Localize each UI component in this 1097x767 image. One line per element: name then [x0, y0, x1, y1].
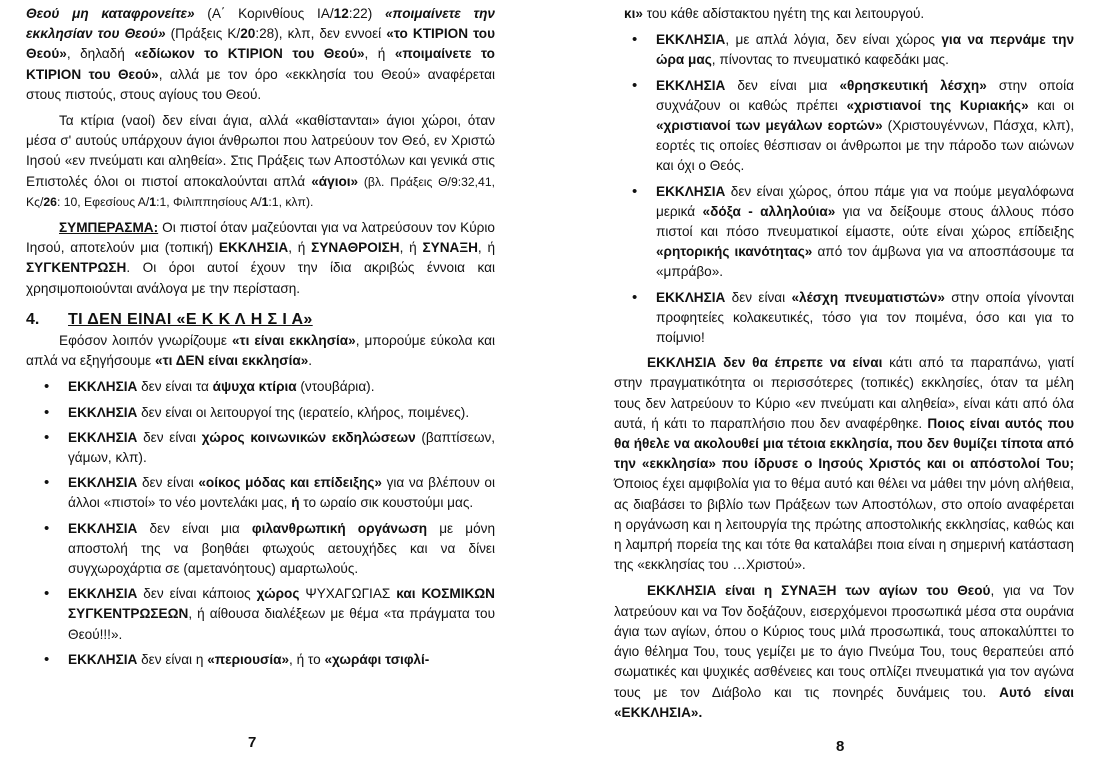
list-item: • ΕΚΚΛΗΣΙΑ δεν είναι χώρος, όπου πάμε για να πούμε μεγαλόφωνα μερικά «δόξα - αλληλούια» για να δείξουμε στους άλλους πόσο πιστοί και πόσο πνευματικοί είμαστε, ούτε είναι χώρος επίδειξης «ρητορικής ικανότητας» από τον άμβωνα για να αποσπάσουμε τα «μπράβο».: [614, 182, 1074, 283]
paragraph: Τα κτίρια (ναοί) δεν είναι άγια, αλλά «καθίστανται» άγιοι χώροι, όταν μέσα σ' αυτούς υπάρχουν άγιοι άνθρωποι που λατρεύουν τον Θεό, εν Χριστώ Ιησού «εν πνεύματι και αληθεία». Στις Πράξεις των Αποστόλων και γενικά στις Επιστολές όλοι οι πιστοί αποκαλούνται απλά «άγιοι» (βλ. Πράξεις Θ/9:32,41, Κς/26: 10, Εφεσίους Α/1:1, Φιλιππησίους Α/1:1, κλπ).: [26, 113, 495, 209]
list-item: • ΕΚΚΛΗΣΙΑ δεν είναι χώρος κοινωνικών εκδηλώσεων (βαπτίσεων, γάμων, κλπ).: [26, 428, 495, 468]
paragraph: Εφόσον λοιπόν γνωρίζουμε «τι είναι εκκλησία», μπορούμε εύκολα και απλά να εξηγήσουμε «τι ΔΕΝ είναι εκκλησία».: [26, 333, 495, 369]
bullet-list: [26, 377, 495, 670]
bullet-list: [614, 30, 1074, 348]
list-item: • ΕΚΚΛΗΣΙΑ, με απλά λόγια, δεν είναι χώρος για να περνάμε την ώρα μας, πίνοντας το πνευματικό καφεδάκι μας.: [614, 30, 1074, 70]
paragraph: ΕΚΚΛΗΣΙΑ δεν θα έπρεπε να είναι κάτι από τα παραπάνω, γιατί στην πραγματικότητα οι περισσότερες (τοπικές) εκκλησίες, όταν τα μέλη τους δεν λατρεύουν το Κύριο «εν πνεύματι και αληθεία», είναι κάτι από όλα αυτά, ή κάτι το παραπλήσιο που δεν αναφέρθηκε. Ποιος είναι αυτός που θα ήθελε να ακολουθεί μια τέτοια εκκλησία, που δεν θυμίζει τίποτα από την «εκκλησία» που ίδρυσε ο Ιησούς Χριστός και οι απόστολοί Του; Όποιος έχει αμφιβολία για το θέμα αυτό και θέλει να μάθει την μόνη αλήθεια, ας διαβάσει το βιβλίο των Πράξεων των Αποστόλων, στο οποίο αναφέρεται η οργάνωση και η λειτουργία της πρώτης αποστολικής εκκλησίας, καθώς και η λαμπρή πορεία της και τότε θα καταλάβει ποια είναι η σημερινή κατάσταση της «εκκλησίας του …Χριστού».: [614, 355, 1074, 573]
list-item: • ΕΚΚΛΗΣΙΑ δεν είναι οι λειτουργοί της (ιερατείο, κλήρος, ποιμένες).: [26, 403, 495, 423]
conclusion-paragraph: ΣΥΜΠΕΡΑΣΜΑ: Οι πιστοί όταν μαζεύονται για να λατρεύσουν τον Κύριο Ιησού, αποτελούν μια (τοπική) ΕΚΚΛΗΣΙΑ, ή ΣΥΝΑΘΡΟΙΣΗ, ή ΣΥΝΑΞΗ, ή ΣΥΓΚΕΝΤΡΩΣΗ. Οι όροι αυτοί έχουν την ίδια ακριβώς έννοια και χρησιμοποιούνται ανάλογα με την περίσταση.: [26, 220, 496, 296]
list-item: • ΕΚΚΛΗΣΙΑ δεν είναι μια «θρησκευτική λέσχη» στην οποία συχνάζουν οι καθώς πρέπει «χριστιανοί της Κυριακής» και οι «χριστιανοί των μεγάλων εορτών» (Χριστουγέννων, Πάσχα, κλπ), εορτές τις οποίες θέσπισαν οι άνθρωποι με την πάροδο των αιώνων και όχι ο Θεός.: [614, 76, 1074, 177]
list-item: • ΕΚΚΛΗΣΙΑ δεν είναι «οίκος μόδας και επίδειξης» για να βλέπουν οι άλλοι «πιστοί» το νέο μοντελάκι μας, ή το ωραίο σικ κουστούμι μας.: [26, 473, 495, 513]
page-number: 7: [248, 734, 257, 751]
list-item: • ΕΚΚΛΗΣΙΑ δεν είναι η «περιουσία», ή το «χωράφι τσιφλί-: [26, 650, 495, 670]
left-page: [26, 4, 495, 675]
paragraph: ΕΚΚΛΗΣΙΑ είναι η ΣΥΝΑΞΗ των αγίων του Θεού, για να Τον λατρεύουν και να Τον δοξάζουν, εισερχόμενοι προσωπικά μέσα στα ουράνια άγια των αγίων, όπου ο Κύριος τους μιλά προσωπικά, τους αποκαλύπτει το άγιο θέλημα Του, τους γεμίζει με το άγιο Πνεύμα Του, τους θεραπεύει από σωματικές και ψυχικές ασθένειες και τους οπλίζει πνευματικά για τον αγώνα τους με τον Διάβολο και τις πονηρές δυνάμεις του. Αυτό είναι «ΕΚΚΛΗΣΙΑ».: [614, 583, 1074, 720]
list-item: • ΕΚΚΛΗΣΙΑ δεν είναι κάποιος χώρος ΨΥΧΑΓΩΓΙΑΣ και ΚΟΣΜΙΚΩΝ ΣΥΓΚΕΝΤΡΩΣΕΩΝ, ή αίθουσα διαλέξεων με θέμα «τα πράγματα του Θεού!!!».: [26, 584, 495, 645]
right-page: [614, 4, 1074, 729]
continuation-text: κι» του κάθε αδίστακτου ηγέτη της και λειτουργού.: [624, 6, 925, 21]
paragraph: Θεού μη καταφρονείτε» (Α΄ Κορινθίους ΙΑ/12:22) «ποιμαίνετε την εκκλησίαν του Θεού» (Πράξεις Κ/20:28), κλπ, δεν εννοεί «το ΚΤΙΡΙΟΝ του Θεού», δηλαδή «εδίωκον το ΚΤΙΡΙΟΝ του Θεού», ή «ποιμαίνετε το ΚΤΙΡΙΟΝ του Θεού», αλλά με τον όρο «εκκλησία του Θεού» αναφέρεται στους πιστούς, στους αγίους του Θεού.: [26, 6, 495, 102]
list-item: • ΕΚΚΛΗΣΙΑ δεν είναι τα άψυχα κτίρια (ντουβάρια).: [26, 377, 495, 397]
page-number: 8: [836, 738, 845, 755]
list-item: • ΕΚΚΛΗΣΙΑ δεν είναι μια φιλανθρωπική οργάνωση με μόνη αποστολή της να βοηθάει φτωχούς αετουχήδες και να δίνει συγχωροχάρτια σε (αμετανόητους) αμαρτωλούς.: [26, 519, 495, 580]
section-heading: 4. ΤΙ ΔΕΝ ΕΙΝΑΙ «Ε Κ Κ Λ Η Σ Ι Α»: [26, 310, 313, 328]
list-item: • ΕΚΚΛΗΣΙΑ δεν είναι «λέσχη πνευματιστών» στην οποία γίνονται προφητείες κολακευτικές, τόσο για τον ποιμένα, όσο και για το ποίμνιο!: [614, 288, 1074, 349]
